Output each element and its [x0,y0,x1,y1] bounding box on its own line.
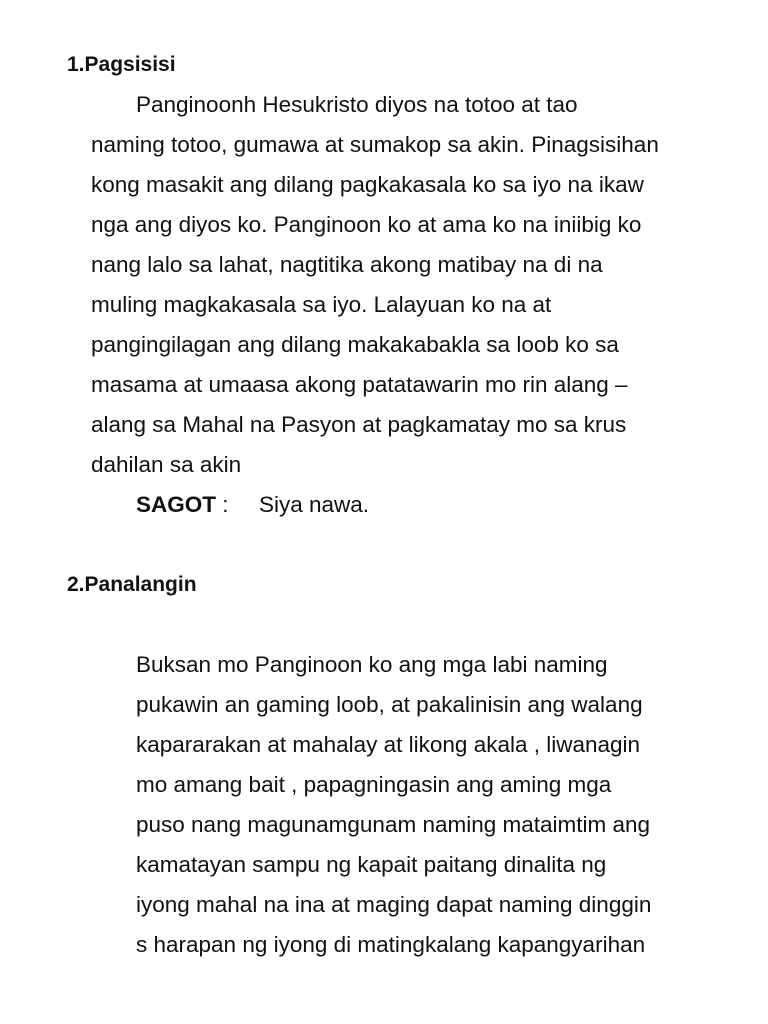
section-2-line: puso nang magunamgunam naming mataimtim ang [136,812,651,837]
section-2-line: s harapan ng iyong di matingkalang kapangyarihan [136,932,646,957]
section-1-line: Panginoonh Hesukristo diyos na totoo at tao [136,92,578,117]
section-1-line: nga ang diyos ko. Panginoon ko at ama ko na iniibig ko [91,212,642,237]
response-separator: : [216,492,229,517]
section-1-line: pangingilagan ang dilang makakabakla sa loob ko sa [91,332,619,357]
section-1-line: naming totoo, gumawa at sumakop sa akin. Pinagsisihan [91,132,659,157]
section-1-line: muling magkakasala sa iyo. Lalayuan ko na at [91,292,552,317]
section-2-line: kapararakan at mahalay at likong akala , liwanagin [136,732,641,757]
section-2-line: kamatayan sampu ng kapait paitang dinalita ng [136,852,607,877]
section-1-line: kong masakit ang dilang pagkakasala ko sa iyo na ikaw [91,172,644,197]
response-label: SAGOT [136,492,217,517]
section-1-line: nang lalo sa lahat, nagtitika akong matibay na di na [91,252,603,277]
section-2-line: Buksan mo Panginoon ko ang mga labi naming [136,652,608,677]
section-1-heading: 1.Pagsisisi [67,53,176,76]
section-1-line: alang sa Mahal na Pasyon at pagkamatay mo sa krus [91,412,627,437]
section-1-line: masama at umaasa akong patatawarin mo rin alang – [91,372,628,397]
response-text: Siya nawa. [259,492,370,517]
response-line [136,485,229,525]
section-2-line: pukawin an gaming loob, at pakalinisin ang walang [136,692,643,717]
section-2-heading: 2.Panalangin [67,573,197,596]
section-2-line: mo amang bait , papagningasin ang aming mga [136,772,612,797]
section-2-line: iyong mahal na ina at maging dapat naming dinggin [136,892,652,917]
section-1-line: dahilan sa akin [91,452,242,477]
